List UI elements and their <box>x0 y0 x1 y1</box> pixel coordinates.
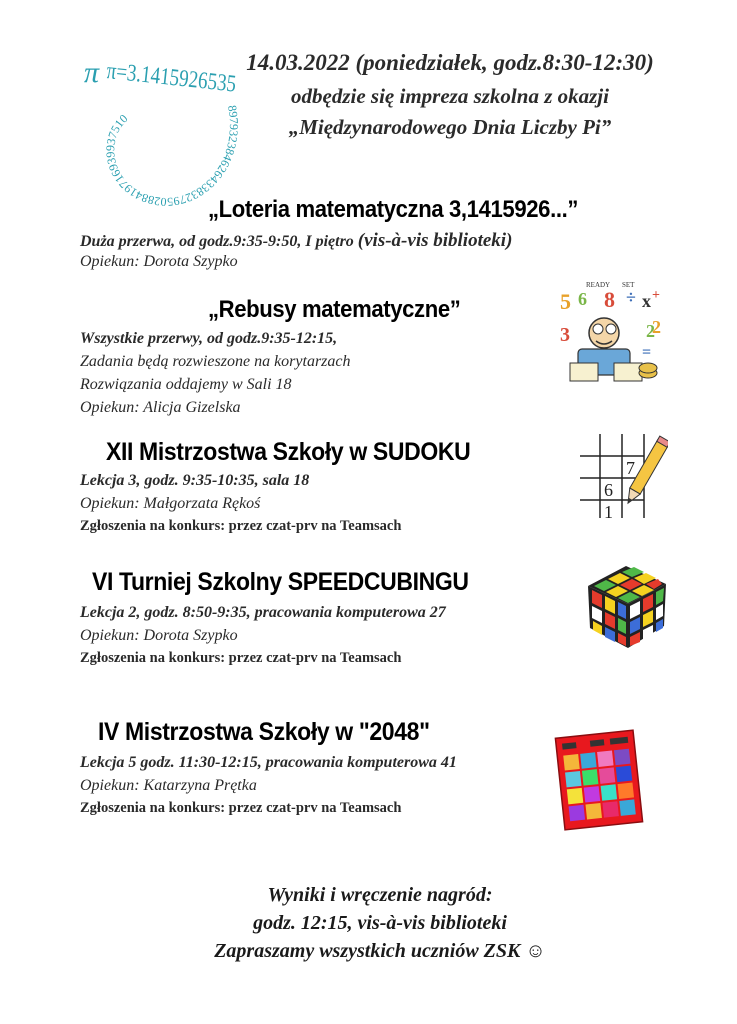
event-title-sudoku: XII Mistrzostwa Szkoły w SUDOKU <box>106 438 471 466</box>
event-detail: Opiekun: Małgorzata Rękoś <box>80 495 261 512</box>
event-detail: Lekcja 2, godz. 8:50-9:35, pracowania komputerowa 27 <box>80 604 446 621</box>
event-title-rebusy: „Rebusy matematyczne” <box>208 296 461 323</box>
footer-invitation: Zapraszamy wszystkich uczniów ZSK ☺ <box>214 940 546 962</box>
rubiks-cube-illustration <box>578 556 673 651</box>
pi-formula: π=3.1415926535 <box>105 58 248 102</box>
pi-symbol: π <box>84 56 100 89</box>
event-detail: Zadania będą rozwieszone na korytarzach <box>80 353 351 370</box>
svg-text:2: 2 <box>652 317 661 337</box>
event-title-2048: IV Mistrzostwa Szkoły w "2048" <box>98 718 430 746</box>
svg-text:READY: READY <box>586 281 611 289</box>
event-detail: Zgłoszenia na konkurs: przez czat-prv na Teamsach <box>80 800 402 816</box>
event-title-loteria: „Loteria matematyczna 3,1415926...” <box>208 196 579 223</box>
math-rebus-illustration <box>556 275 666 385</box>
svg-text:3: 3 <box>560 324 570 346</box>
svg-text:SET: SET <box>622 281 635 289</box>
event-detail: Opiekun: Dorota Szypko <box>80 627 238 644</box>
event-detail: Duża przerwa, od godz.9:35-9:50, I piętro (vis-à-vis biblioteki) <box>80 230 513 251</box>
svg-text:x: x <box>642 291 651 311</box>
sudoku-grid-illustration <box>578 432 668 522</box>
svg-text:6: 6 <box>604 480 613 500</box>
svg-text:5: 5 <box>560 289 571 314</box>
pi-spiral-digits: 8979323846264338327950288419716939937510 <box>103 104 241 210</box>
event-detail: Lekcja 3, godz. 9:35-10:35, sala 18 <box>80 472 310 489</box>
header-date: 14.03.2022 (poniedziałek, godz.8:30-12:30) <box>246 50 654 75</box>
event-detail: Opiekun: Katarzyna Prętka <box>80 777 257 794</box>
event-detail: Zgłoszenia na konkurs: przez czat-prv na Teamsach <box>80 650 402 666</box>
svg-text:+: + <box>652 288 660 303</box>
footer-results: Wyniki i wręczenie nagród: <box>267 884 493 906</box>
event-detail: Wszystkie przerwy, od godz.9:35-12:15, <box>80 330 338 347</box>
footer-time-place: godz. 12:15, vis-à-vis biblioteki <box>253 912 507 934</box>
svg-text:=: = <box>642 344 652 361</box>
header-subtitle: odbędzie się impreza szkolna z okazji <box>291 84 609 108</box>
svg-text:÷: ÷ <box>626 287 636 307</box>
svg-text:1: 1 <box>604 502 613 522</box>
event-detail: Rozwiązania oddajemy w Sali 18 <box>80 376 292 393</box>
event-detail: Lekcja 5 godz. 11:30-12:15, pracowania komputerowa 41 <box>80 754 457 771</box>
svg-text:8: 8 <box>604 287 615 312</box>
svg-text:6: 6 <box>578 289 587 309</box>
event-detail: Opiekun: Dorota Szypko <box>80 253 238 270</box>
svg-text:7: 7 <box>626 458 635 478</box>
event-title-speedcubing: VI Turniej Szkolny SPEEDCUBINGU <box>92 568 469 596</box>
header-occasion: „Międzynarodowego Dnia Liczby Pi” <box>288 115 612 139</box>
event-detail: Zgłoszenia na konkurs: przez czat-prv na Teamsach <box>80 518 402 534</box>
svg-text:2: 2 <box>646 321 655 341</box>
game-2048-illustration <box>554 728 644 832</box>
event-detail: Opiekun: Alicja Gizelska <box>80 399 241 416</box>
